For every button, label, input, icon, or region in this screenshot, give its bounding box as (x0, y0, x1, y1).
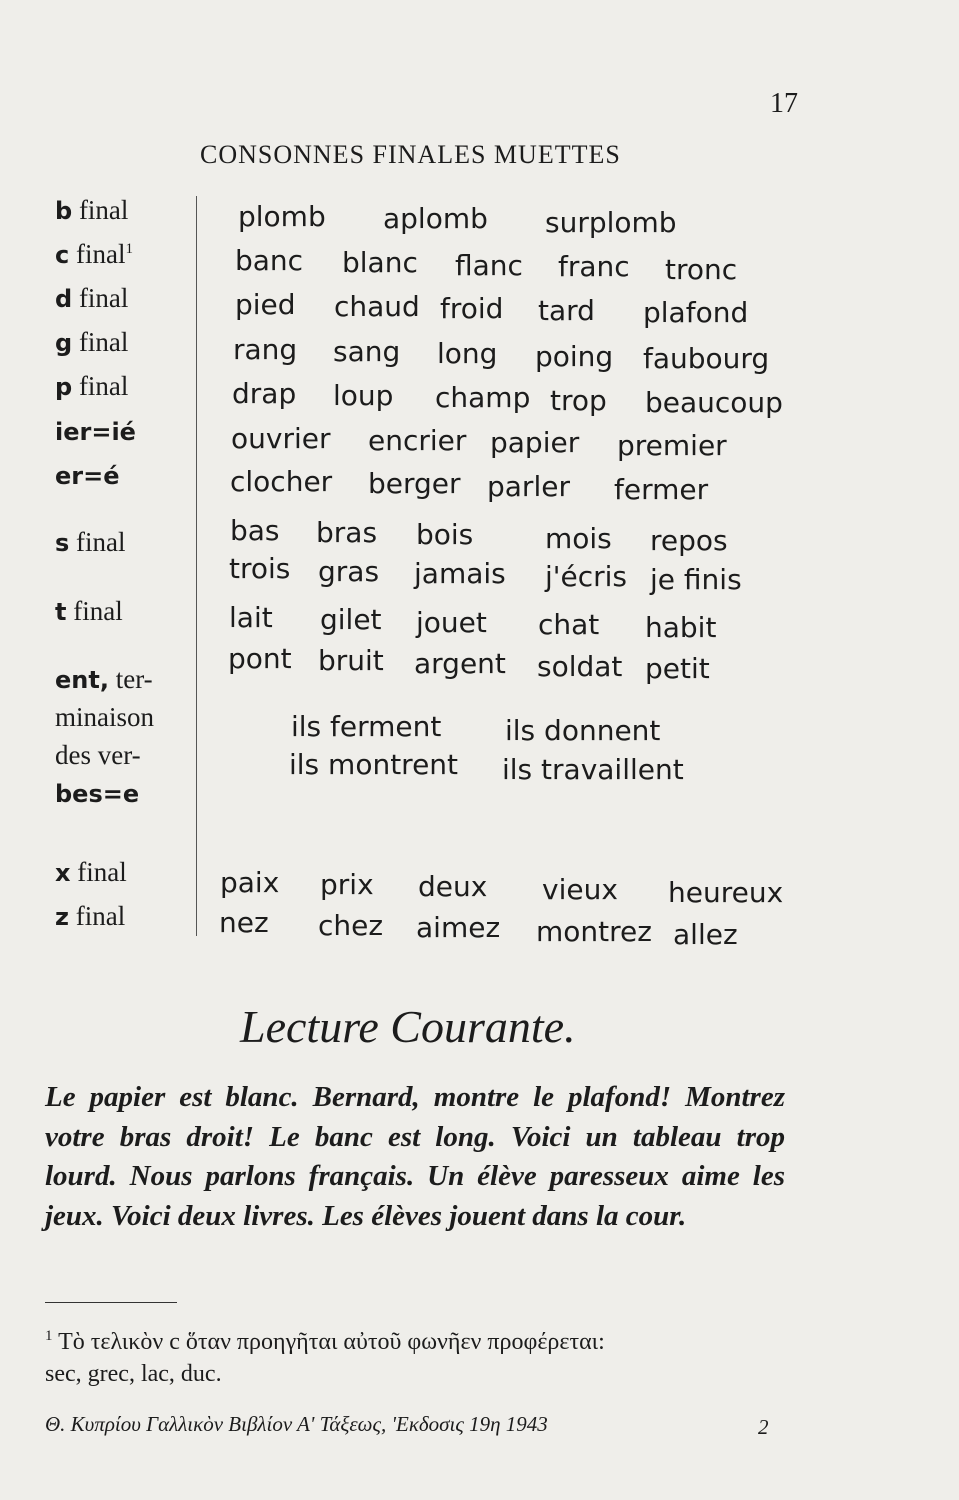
sheet-number: 2 (758, 1415, 769, 1439)
word: rang (233, 333, 298, 366)
word: long (437, 337, 498, 370)
word: vieux (542, 873, 618, 906)
word: champ (435, 381, 531, 414)
word: j'écris (545, 560, 627, 593)
word: beaucoup (645, 386, 783, 419)
word: banc (235, 244, 304, 277)
word: repos (650, 524, 728, 557)
lecture-text: Le papier est blanc. Bernard, montre le plafond! Montrez votre bras droit! Le banc est long. Voici un tableau trop lourd. Nous parlons français. Un élève paresseux aime les jeux. Voici deux livres. Les élèves jouent dans la cour. (45, 1081, 785, 1232)
word: gilet (320, 603, 382, 636)
footnote-divider (45, 1302, 177, 1303)
word: pied (235, 288, 296, 321)
footnote (45, 1320, 805, 1390)
word: montrez (536, 915, 652, 948)
word: faubourg (643, 342, 770, 375)
word: papier (490, 426, 580, 459)
word: habit (645, 611, 717, 644)
printer-signature: Θ. Κυπρίου Γαλλικὸν Βιβλίον Α' Τάξεως, 'Εκδοσις 19η 1943 (45, 1412, 548, 1436)
word: chez (318, 909, 384, 942)
word: franc (558, 250, 630, 283)
word: je finis (650, 563, 742, 596)
word: trois (229, 552, 291, 585)
word: ouvrier (231, 422, 331, 455)
word: chaud (334, 290, 420, 323)
word: surplomb (545, 206, 677, 239)
word: bas (230, 514, 280, 547)
word: tard (538, 294, 595, 327)
word: allez (673, 918, 738, 951)
page-number: 17 (770, 88, 798, 119)
word: blanc (342, 246, 418, 279)
book-page: 17 CONSONNES FINALES MUETTES b final c final$^1$ d final g final p final ier=ié er=é s final t final ent, ter- minaison des ver- bes=e x final z final plomb aplomb surplomb banc blanc flanc franc tronc pied chaud froid tard plafond rang sang long poing faubourg drap loup champ trop beaucoup ouvrier encrier papier premier clocher berger parler fermer bas bras bois mois repos trois gras jamais j'écris je finis lait gilet jouet chat habit pont bruit argent soldat petit ils ferment ils donnent ils montrent ils travaillent paix prix deux vieux heureux nez chez aimez montrez allez Lecture Courante. Le papier est blanc. Bernard, montre le plafond! Montrez votre bras droit! Le banc est long. Voici un tableau trop lourd. Nous parlons français. Un élève paresseux aime les jeux. Voici deux livres. Les élèves jouent dans la cour. $^1$ Τὸ τελικὸν c ὅταν προηγῆται αὐτοῦ φωνῆεν προφέρεται: sec, grec, lac, duc. Θ. Κυπρίου Γαλλικὸν Βιβλίον Α' Τάξεως, 'Εκδοσις 19η 1943 2 (0, 0, 959, 1500)
word: poing (535, 340, 614, 373)
word: premier (617, 429, 727, 462)
word: bras (316, 516, 378, 549)
word: ils donnent (505, 714, 661, 747)
word: ils travaillent (502, 753, 684, 786)
word: fermer (614, 473, 709, 506)
footnote-marker: 1 (45, 1328, 53, 1344)
word: prix (320, 868, 374, 901)
word: chat (538, 608, 600, 641)
word: clocher (230, 465, 333, 498)
word: lait (229, 601, 273, 634)
word: deux (418, 870, 488, 903)
word: petit (645, 652, 710, 685)
word: heureux (668, 876, 784, 909)
word: soldat (537, 650, 623, 683)
word: parler (487, 470, 570, 503)
word: nez (219, 906, 269, 939)
word: plafond (643, 296, 749, 329)
word: bois (416, 518, 474, 551)
word: aimez (416, 911, 501, 944)
word: jamais (414, 557, 506, 590)
word: plomb (238, 200, 326, 233)
word: encrier (368, 424, 467, 457)
word: jouet (416, 606, 487, 639)
word: flanc (455, 249, 523, 282)
lecture-heading: Lecture Courante. (240, 1001, 576, 1052)
word: paix (220, 866, 280, 899)
word: mois (545, 522, 612, 555)
word: drap (232, 377, 297, 410)
word: froid (440, 292, 504, 325)
word: loup (333, 379, 394, 412)
word: ils ferment (291, 710, 442, 743)
footnote-text: Τὸ τελικὸν c ὅταν προηγῆται αὐτοῦ φωνῆεν προφέρεται: (58, 1329, 605, 1355)
section-title: CONSONNES FINALES MUETTES (200, 140, 621, 169)
footnote-examples: sec, grec, lac, duc. (45, 1361, 222, 1387)
column-divider (196, 196, 197, 936)
word: ils montrent (289, 748, 459, 781)
word: aplomb (383, 202, 488, 235)
word: bruit (318, 644, 384, 677)
word: argent (414, 647, 506, 680)
word: pont (228, 642, 292, 675)
word: gras (318, 555, 380, 588)
word: trop (550, 384, 607, 417)
word: tronc (665, 253, 738, 286)
word: berger (368, 467, 461, 500)
word: sang (333, 335, 401, 368)
